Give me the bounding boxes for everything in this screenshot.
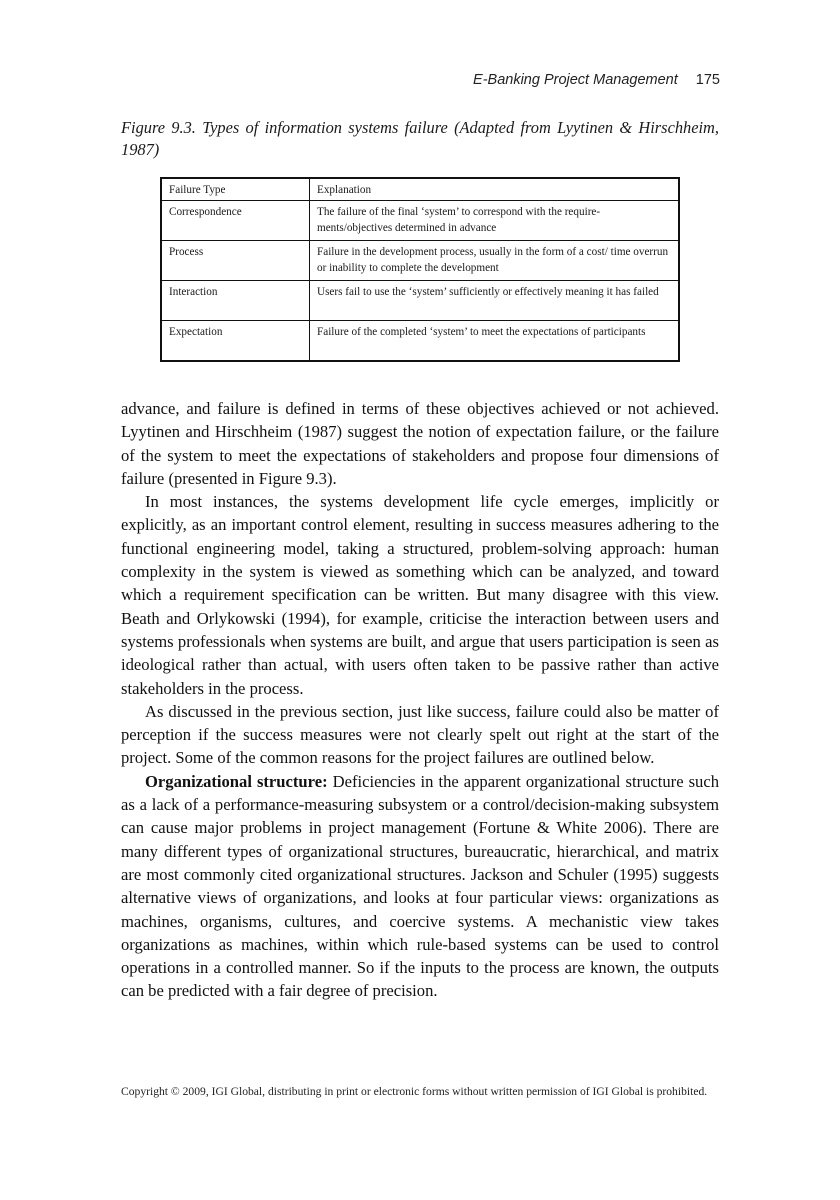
table-header-row xyxy=(161,178,679,201)
explanation-cell: Failure of the completed ‘system’ to meet the expectations of participants xyxy=(310,321,680,362)
paragraph-text: Deficiencies in the apparent organizational structure such as a lack of a performance-measuring subsystem or a control/decision-making subsystem can cause major problems in project management (Fortune & White 2006). There are many different types of organizational structures, bureaucratic, hierarchical, and matrix are most commonly cited organizational structures. Jackson and Schuler (1995) suggests alternative views of organizations, and looks at four particular views: organizations as machines, organisms, cultures, and coercive systems. A mechanistic view takes organizations as machines, within which rule-based systems can be used to control operations in a controlled manner. So if the inputs to the process are known, the outputs can be predicted with a fair degree of precision. xyxy=(121,771,719,1001)
table-row xyxy=(161,281,679,321)
table-row xyxy=(161,241,679,281)
table-row xyxy=(161,321,679,362)
page-number: 175 xyxy=(695,72,720,88)
failure-type-cell: Correspondence xyxy=(161,201,310,241)
body-text xyxy=(121,397,719,1003)
failure-type-cell: Expectation xyxy=(161,321,310,362)
run-in-heading: Organizational structure: xyxy=(145,771,328,791)
copyright-notice: Copyright © 2009, IGI Global, distributing in print or electronic forms without written permission of IGI Global is prohibited. xyxy=(121,1085,708,1098)
figure-caption: Figure 9.3. Types of information systems failure (Adapted from Lyytinen & Hirschheim, 1987) xyxy=(121,118,719,159)
running-header xyxy=(473,72,720,88)
explanation-cell: Users fail to use the ‘system’ sufficiently or effectively meaning it has failed xyxy=(310,281,680,321)
explanation-cell: Failure in the development process, usually in the form of a cost/ time overrun or inability to complete the development xyxy=(310,241,680,281)
column-header-explanation: Explanation xyxy=(310,178,680,201)
failure-type-cell: Process xyxy=(161,241,310,281)
paragraph-perception: As discussed in the previous section, just like success, failure could also be matter of perception if the success measures were not clearly spelt out right at the start of the project. Some of the common reasons for the project failures are outlined below. xyxy=(121,701,719,768)
explanation-cell: The failure of the final ‘system’ to correspond with the require-ments/objectives determined in advance xyxy=(310,201,680,241)
paragraph-sdlc: In most instances, the systems development life cycle emerges, implicitly or explicitly, as an important control element, resulting in success measures adhering to the functional engineering model, taking a structured, problem-solving approach: human complexity in the system is viewed as something which can be analyzed, and toward which a requirement specification can be written. But many disagree with this view. Beath and Orlykowski (1994), for example, criticise the interaction between users and systems professionals when systems are built, and argue that users participation is seen as ideological rather than actual, with users often taken to be passive rather than active stakeholders in the process. xyxy=(121,492,719,698)
column-header-failure-type: Failure Type xyxy=(161,178,310,201)
failure-types-table xyxy=(160,177,680,362)
running-title: E-Banking Project Management xyxy=(473,72,678,88)
paragraph-organizational-structure xyxy=(121,770,719,1003)
table-row xyxy=(161,201,679,241)
failure-type-cell: Interaction xyxy=(161,281,310,321)
paragraph-continuation: advance, and failure is defined in terms of these objectives achieved or not achieved. Lyytinen and Hirschheim (1987) suggest the notion of expectation failure, or the failure of the system to meet the expectations of stakeholders and propose four dimensions of failure (presented in Figure 9.3). xyxy=(121,399,719,488)
